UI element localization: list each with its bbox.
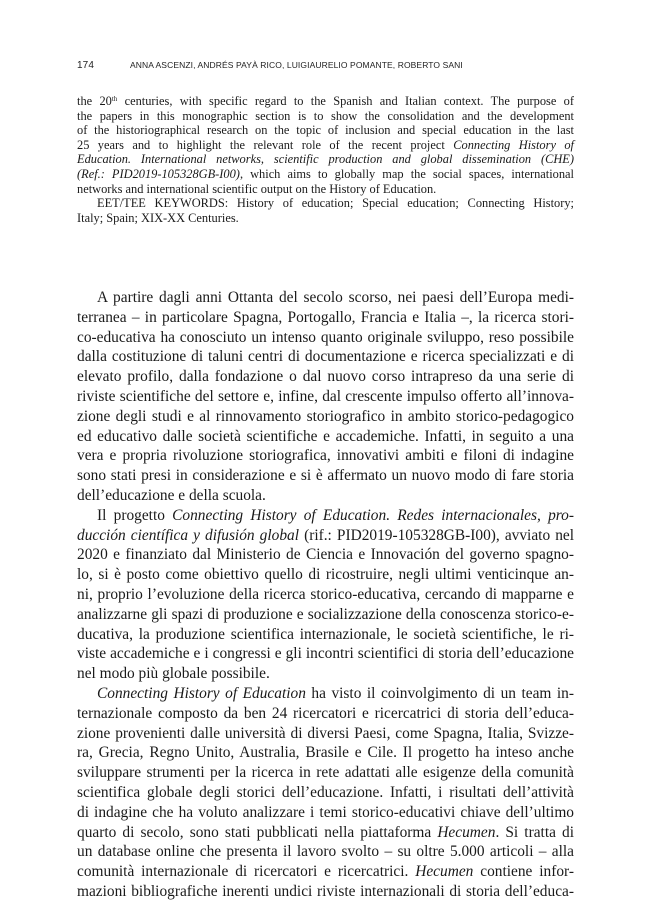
abstract-block [77,94,574,225]
abstract-line: the 20th centuries, with specific regard to the Spanish and Italian context. The purpose of [77,94,574,108]
keywords-line: EET/TEE KEYWORDS: History of education; Special education; Connecting History; [97,196,574,211]
keywords-paragraph [77,196,574,225]
abstract-line: networks and international scientific output on the History of Education. [77,181,437,196]
abstract-line: of the historiographical research on the topic of inclusion and special education in the last [77,123,574,138]
text-line: nel modo più globale possibile. [77,665,270,683]
author-names: ANNA ASCENZI, ANDRÉS PAYÀ RICO, LUIGIAURELIO POMANTE, ROBERTO SANI [130,60,463,70]
text-line: analizzarne gli spazi di produzione e socializzazione della conoscenza storico-e- [77,605,574,623]
text-line: A partire dagli anni Ottanta del secolo scorso, nei paesi dell’Europa medi- [97,289,574,306]
text-line: zione degli studi e al rinnovamento storiografico in ambito storico-pedagogico [77,407,574,425]
text-line: ducción científica y difusión global (rif.: PID2019-105328GB-I00), avviato nel [77,526,574,544]
text-line: quarto di secolo, sono stati pubblicati nella piattaforma Hecumen. Si tratta di [77,823,574,841]
text-line: co-educativa ha conosciuto un intenso quanto originale sviluppo, reso possibile [77,328,574,346]
paragraph-1 [77,288,574,506]
abstract-paragraph [77,94,574,196]
text-line: ed educativo dalle società scientifiche e accademiche. Infatti, in seguito a una [77,427,574,445]
abstract-line: Education. International networks, scientific production and global dissemination (CHE) [77,152,574,167]
text-line: comunità internazionale di ricercatori e ricercatrici. Hecumen contiene infor- [77,863,574,881]
text-line: scientifica globale degli storici dell’educazione. Infatti, i risultati dell’attività [77,783,574,801]
text-line: 2020 e finanziato dal Ministerio de Ciencia e Innovación del governo spagno- [77,546,574,564]
text-line: lo, si è posto come obiettivo quello di ricostruire, negli ultimi venticinque an- [77,566,574,584]
text-line: ducativa, la produzione scientifica internazionale, le società scientifiche, le ri- [77,625,574,643]
text-line: dalla costituzione di taluni centri di documentazione e ricerca specializzati e di [77,348,574,366]
body-text [77,288,574,902]
text-line: Connecting History of Education ha visto il coinvolgimento di un team in- [97,684,575,702]
text-line: Il progetto Connecting History of Education. Redes internacionales, pro- [97,506,575,524]
paragraph-2 [77,506,574,684]
text-line: ternazionale composto da ben 24 ricercatori e ricercatrici di storia dell’educa- [77,704,574,722]
text-line: dell’educazione e della scuola. [77,486,266,504]
running-header [77,60,577,71]
abstract-line: the papers in this monographic section is to show the consolidation and the development [77,108,574,123]
text-line: zione provenienti dalle università di diversi Paesi, come Spagna, Italia, Svizze- [77,724,574,742]
text-line: viste accademiche e i congressi e gli incontri scientifici di storia dell’educazione [77,645,574,663]
text-line: sviluppare strumenti per la ricerca in rete adattati alle esigenze della comunità [77,764,574,782]
abstract-line: 25 years and to highlight the relevant role of the recent project Connecting History of [77,137,575,152]
text-line: ra, Grecia, Regno Unito, Australia, Brasile e Cile. Il progetto ha inteso anche [77,744,574,762]
text-line: mazioni bibliografiche inerenti undici riviste internazionali di storia dell’educa- [77,882,574,900]
text-line: sono stati presi in considerazione e si è affermato un nuovo modo di fare storia [77,467,574,485]
paragraph-3 [77,684,574,902]
abstract-line: (Ref.: PID2019-105328GB-I00), which aims to globally map the social spaces, international [77,166,574,181]
text-line: elevato profilo, dalla fondazione o dal nuovo corso intrapreso da una serie di [77,368,574,386]
text-line: di indagine che ha voluto analizzare i temi storico-educativi chiave dell’ultimo [77,803,574,821]
text-line: vera e propria rivoluzione storiografica, innovativi ambiti e filoni di indagine [77,447,574,465]
text-line: riviste scientifiche del settore e, infine, dal crescente impulso offerto all’innova- [77,387,574,405]
page-number: 174 [77,60,94,71]
text-line: terranea – in particolare Spagna, Portogallo, Francia e Italia –, la ricerca stori- [77,308,574,326]
text-line: un database online che presenta il lavoro svolto – su oltre 5.000 articoli – alla [77,843,574,861]
text-line: ni, proprio l’evoluzione della ricerca storico-educativa, cercando di mapparne e [77,585,574,603]
keywords-line: Italy; Spain; XIX-XX Centuries. [77,210,239,225]
